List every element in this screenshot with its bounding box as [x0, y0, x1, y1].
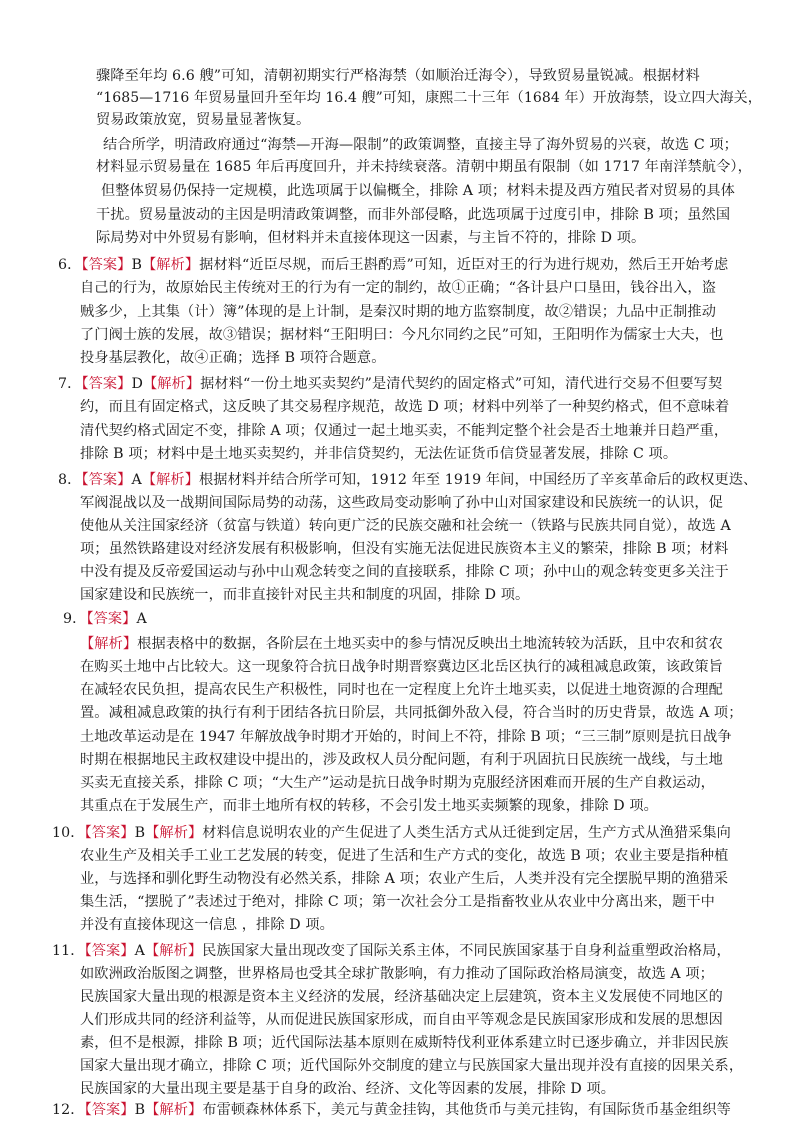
item-first-line — [58, 254, 728, 276]
item-first-line — [63, 608, 147, 630]
answer-label: 【答案】 — [81, 376, 132, 392]
analysis-label: 【解析】 — [144, 943, 203, 959]
text-line: 时期在根据地民主政权建设中提出的，涉及政权人员分配问题，有利于巩固抗日民族统一战线，与土地 — [80, 752, 723, 768]
text-line: 人们形成共同的经济利益等，从而促进民族国家形成，而自由平等观念是民族国家形成和发展的思想因 — [80, 1012, 723, 1028]
text-line: 材料显示贸易量在 1685 年后再度回升，并未持续衰落。清朝中期虽有限制（如 1717 年南洋禁航令）， — [96, 159, 752, 175]
text-line: 自己的行为，故原始民主传统对王的行为有一定的制约，故①正确；“各计县户口垦田，钱谷出入，盗 — [80, 280, 717, 296]
item-first-line — [52, 940, 731, 962]
text-line: 买卖无直接关系，排除 C 项；“大生产”运动是抗日战争时期为克服经济困难而开展的生产自救运动， — [80, 775, 715, 791]
item-number: 12． — [52, 1102, 85, 1118]
text-line: 据材料“一份土地买卖契约”是清代契约的固定格式”可知，清代进行交易不但要写契 — [200, 376, 723, 392]
text-line: 干扰。贸易量波动的主因是明清政策调整，而非外部侵略，此选项属于过度引申，排除 B 项；虽然国 — [96, 207, 731, 223]
item-number: 9． — [63, 611, 87, 627]
text-line: 国家建设和民族统一，而非直接针对民主共和制度的巩固，排除 D 项。 — [80, 587, 530, 603]
answer-value: D — [131, 376, 143, 392]
text-line: 贼多少，上其集（计）簿”体现的是上计制，是秦汉时期的地方监察制度，故②错误；九品中正制推动 — [80, 304, 717, 320]
text-line: 结合所学，明清政府通过“海禁—开海—限制”的政策调整，直接主导了海外贸易的兴衰，故选 C 项； — [103, 137, 738, 153]
text-line: 民族国家的大量出现主要是基于自身的政治、经济、文化等因素的发展，排除 D 项。 — [80, 1081, 616, 1097]
text-line: 素，但不是根源，排除 B 项；近代国际法基本原则在威斯特伐利亚体系建立时已逐步确立，并非因民族 — [80, 1035, 729, 1051]
item-first-line — [58, 373, 722, 395]
text-line: 排除 B 项；材料中是土地买卖契约，并非信贷契约，无法佐证货币信贷显著发展，排除 C 项。 — [80, 446, 678, 462]
text-line: 了门阀士族的发展，故③错误；据材料“王阳明曰：今凡尔同约之民”可知，王阳明作为儒家士大夫，也 — [80, 327, 724, 343]
analysis-label: 【解析】 — [145, 1102, 203, 1118]
text-line: 其重点在于发展生产，而非土地所有权的转移，不会引发土地买卖频繁的现象，排除 D 项。 — [80, 798, 658, 814]
text-line: 根据表格中的数据，各阶层在土地买卖中的参与情况反映出土地流转较为活跃，且中农和贫农 — [137, 636, 723, 652]
text-line: 但整体贸易仍保持一定规模，此选项属于以偏概全，排除 A 项；材料未提及西方殖民者对贸易的具体 — [101, 183, 735, 199]
text-line — [80, 633, 723, 655]
analysis-label: 【解析】 — [145, 825, 203, 841]
text-line: 农业生产及相关手工业工艺发展的转变，促进了生活和生产方式的变化，故选 B 项；农业主要是指种植 — [80, 848, 729, 864]
text-line: 集生活，“摆脱了”表述过于绝对，排除 C 项；第一次社会分工是指畜牧业从农业中分离出来，题干中 — [80, 894, 715, 910]
text-line: 军阀混战以及一战期间国际局势的动荡，这些政局变动影响了孙中山对国家建设和民族统一的认识，促 — [80, 495, 723, 511]
analysis-label: 【解析】 — [141, 472, 199, 488]
text-line: 业，与选择和驯化野生动物没有必然关系，排除 A 项；农业产生后，人类并没有完全摆脱早期的渔猎采 — [80, 871, 729, 887]
text-line: 民族国家大量出现的根源是资本主义经济的发展，经济基础决定上层建筑，资本主义发展使不同地区的 — [80, 989, 723, 1005]
answer-value: A — [134, 943, 145, 959]
text-line: 使他从关注国家经济（贫富与铁道）转向更广泛的民族交融和社会统一（铁路与民族共同自觉），故选 A — [80, 518, 731, 534]
item-first-line — [52, 822, 731, 844]
text-line: 布雷顿森林体系下，美元与黄金挂钩，其他货币与美元挂钩，有国际货币基金组织等 — [202, 1102, 731, 1118]
item-number: 11． — [52, 943, 85, 959]
item-first-line — [58, 469, 757, 491]
text-line: 在购买土地中占比较大。这一现象符合抗日战争时期晋察冀边区北岳区执行的减租减息政策，该政策旨 — [80, 659, 723, 675]
text-line: 约，而且有固定格式，这反映了其交易程序规范，故选 D 项；材料中列举了一种契约格式，但不意味着 — [80, 399, 730, 415]
answer-label: 【答案】 — [84, 825, 135, 841]
answer-value: B — [134, 1102, 146, 1118]
answer-value: A — [136, 611, 147, 627]
text-line: 项；虽然铁路建设对经济发展有积极影响，但没有实施无法促进民族资本主义的繁荣，排除 B 项；材料 — [80, 541, 729, 557]
answer-label: 【答案】 — [84, 943, 135, 959]
item-number: 6． — [58, 257, 82, 273]
text-line: 土地改革运动是在 1947 年解放战争时期才开始的，时间上不符，排除 B 项；“三三制”原则是抗日战争 — [80, 729, 732, 745]
text-line: 如欧洲政治版图之调整，世界格局也受其全球扩散影响，有力推动了国际政治格局演变，故选 A 项； — [80, 966, 714, 982]
answer-value: B — [134, 825, 146, 841]
analysis-label: 【解析】 — [142, 257, 200, 273]
answer-label: 【答案】 — [81, 472, 132, 488]
text-line: 并没有直接体现这一信息 ，排除 D 项。 — [80, 917, 334, 933]
answer-value: A — [131, 472, 142, 488]
answer-value: B — [131, 257, 143, 273]
analysis-label: 【解析】 — [142, 376, 201, 392]
text-line: 贸易政策放宽，贸易量显著恢复。 — [96, 112, 311, 128]
text-line: 中没有提及反帝爱国运动与孙中山观念转变之间的直接联系，排除 C 项；孙中山的观念转变更多关注于 — [80, 564, 729, 580]
text-line: 在减轻农民负担，提高农民生产积极性，同时也在一定程度上允许土地买卖，以促进土地资源的合理配 — [80, 682, 723, 698]
text-line: 据材料“近臣尽规，而后王斟酌焉”可知，近臣对王的行为进行规劝，然后王开始考虑 — [199, 257, 729, 273]
text-line: 投身基层教化，故④正确；选择 B 项符合题意。 — [80, 350, 386, 366]
text-line: 根据材料并结合所学可知，1912 年至 1919 年间，中国经历了辛亥革命后的政权更迭、 — [199, 472, 758, 488]
item-number: 8． — [58, 472, 82, 488]
answer-label: 【答案】 — [81, 257, 132, 273]
text-line: “1685—1716 年贸易量回升至年均 16.4 艘”可知，康熙二十三年（1684 年）开放海禁，设立四大海关， — [96, 90, 762, 106]
answer-label: 【答案】 — [86, 611, 137, 627]
text-line: 骤降至年均 6.6 艘”可知，清朝初期实行严格海禁（如顺治迁海令），导致贸易量锐减。根据材料 — [96, 68, 700, 84]
text-line: 材料信息说明农业的产生促进了人类生活方式从迁徙到定居，生产方式从渔猎采集向 — [202, 825, 731, 841]
text-line: 国家大量出现才确立，排除 C 项；近代国际外交制度的建立与民族国家大量出现并没有直接的因果关系， — [80, 1058, 744, 1074]
text-line: 清代契约格式固定不变，排除 A 项；仅通过一起土地买卖，不能判定整个社会是否土地兼并日趋严重， — [80, 423, 729, 439]
answer-label: 【答案】 — [84, 1102, 135, 1118]
text-line: 民族国家大量出现改变了国际关系主体，不同民族国家基于自身利益重塑政治格局， — [202, 943, 731, 959]
text-line: 置。减租减息政策的执行有利于团结各抗日阶层，共同抵御外敌入侵，符合当时的历史背景，故选 A 项； — [80, 705, 743, 721]
analysis-label: 【解析】 — [80, 636, 138, 652]
item-first-line — [52, 1099, 731, 1121]
item-number: 10． — [52, 825, 85, 841]
text-line: 际局势对中外贸易有影响，但材料并未直接体现这一因素，与主旨不符的，排除 D 项。 — [96, 230, 646, 246]
item-number: 7． — [58, 376, 82, 392]
